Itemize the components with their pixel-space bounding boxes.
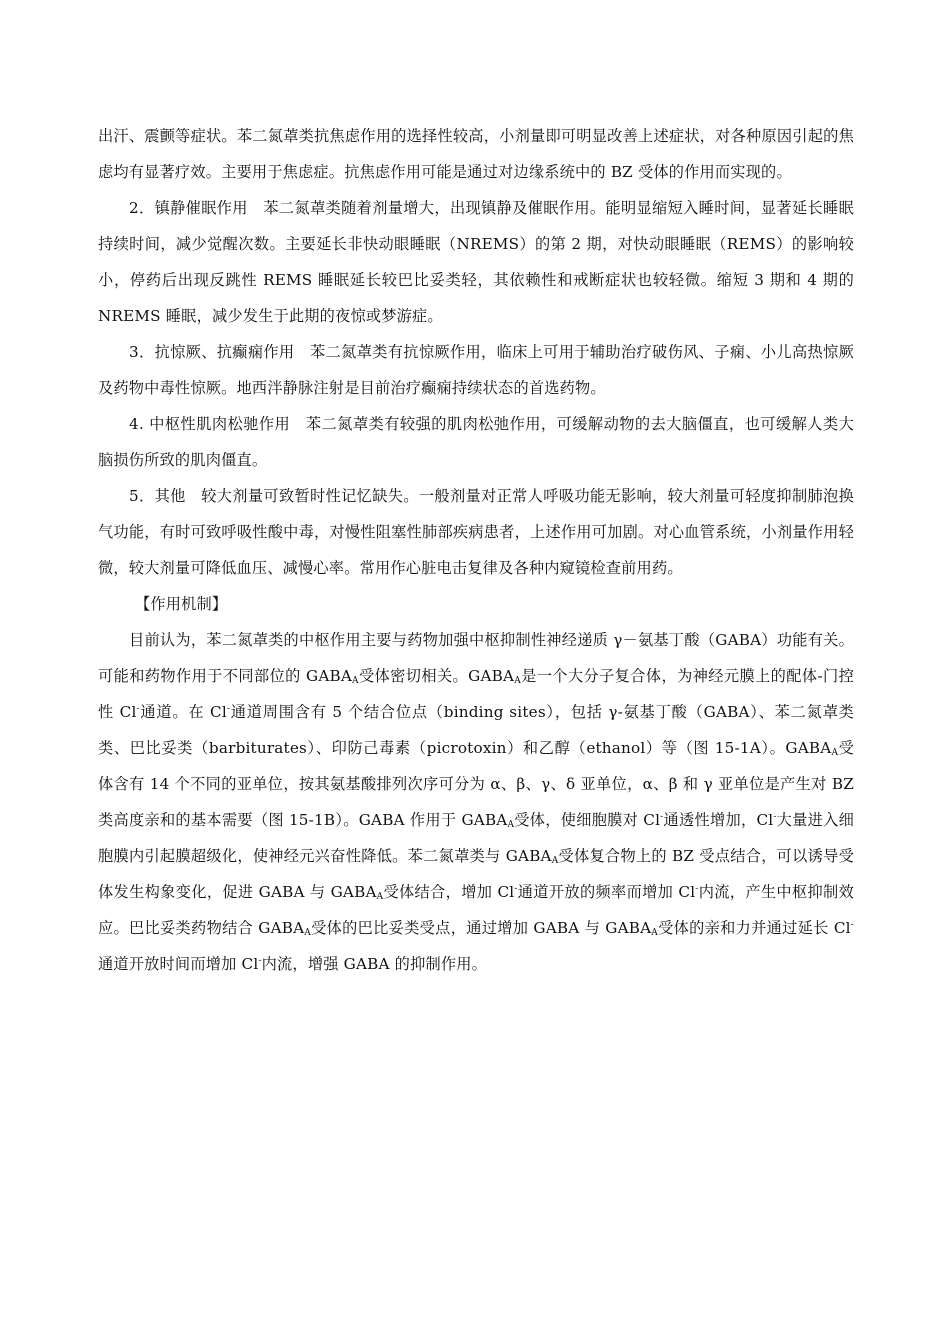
chloride-label: Cl [756, 811, 774, 829]
text: 受体密切相关。 [358, 667, 469, 685]
gaba-label: GABA [306, 667, 353, 685]
subscript-a: A [514, 676, 521, 686]
gaba-label: GABA [605, 919, 652, 937]
gaba-label: GABA [785, 739, 832, 757]
gaba-label: GABA [330, 883, 377, 901]
section-heading-mechanism: 【作用机制】 [135, 595, 228, 613]
superscript-minus: - [773, 812, 777, 822]
subscript-a: A [507, 820, 515, 830]
paragraph-muscle-relaxant: 4. 中枢性肌肉松驰作用 苯二氮䓬类有较强的肌肉松弛作用，可缓解动物的去大脑僵直，也可缓解人类大脑损伤所致的肌肉僵直。 [98, 415, 854, 469]
subscript-a: A [304, 928, 311, 938]
text: 受体复合物上的 BZ 受点结合，可以诱导受体发生构象变化，促进 GABA 与 [98, 847, 854, 901]
text: 内流，增强 GABA 的抑制作用。 [261, 955, 488, 973]
text: 大量进入细胞膜内引起膜超级化，使神经元兴奋性降低。苯二氮䓬类与 [98, 811, 855, 865]
superscript-minus: - [660, 812, 664, 822]
text: 受体含有 14 个不同的亚单位，按其氨基酸排列次序可分为 α、β、γ、δ 亚单位，α、β 和 γ 亚单位是产生对 BZ 类高度亲和的基本需要（图 15-1B）。GABA 作用于 [98, 739, 855, 829]
document-page [98, 118, 854, 982]
paragraph-anticonvulsant: 3．抗惊厥、抗癫痫作用 苯二氮䓬类有抗惊厥作用，临床上可用于辅助治疗破伤风、子痫、小儿高热惊厥及药物中毒性惊厥。地西泮静脉注射是目前治疗癫痫持续状态的首选药物。 [98, 343, 854, 397]
chloride-label: Cl [643, 811, 661, 829]
chloride-label: Cl [210, 703, 227, 721]
superscript-minus: - [226, 704, 231, 714]
gaba-label: GABA [505, 847, 552, 865]
superscript-minus: - [514, 884, 518, 894]
text: 通道。在 [139, 703, 210, 721]
text: 受体结合，增加 [383, 883, 498, 901]
subscript-a: A [551, 856, 559, 866]
paragraph-mechanism [98, 622, 854, 982]
chloride-label: Cl [119, 703, 137, 721]
chloride-label: Cl [497, 883, 515, 901]
text: 受体的亲和力并通过延长 [657, 919, 834, 937]
paragraph-anxiolytic-cont: 出汗、震颤等症状。苯二氮䓬类抗焦虑作用的选择性较高，小剂量即可明显改善上述症状，对各种原因引起的焦虑均有显著疗效。主要用于焦虑症。抗焦虑作用可能是通过对边缘系统中的 BZ 受体的作用而实现的。 [98, 127, 854, 181]
text: 内流，产生中枢抑制效应。巴比妥类药物结合 [98, 883, 854, 937]
text: 通道周围含有 5 个结合位点（binding sites），包括 γ-氨基丁酸（GABA）、苯二氮䓬类类、巴比妥类（barbiturates）、印防己毒素（picrotoxin）和乙醇（ethanol）等（图 15-1A）。 [98, 703, 854, 757]
text: 目前认为，苯二氮䓬类的中枢作用主要与药物加强中枢抑制性神经递质 γ－氨基丁酸（GABA）功能有关。可能和药物作用于不同部位的 [98, 631, 854, 685]
chloride-label: Cl [833, 919, 851, 937]
text: 通道开放时间而增加 [98, 955, 242, 973]
paragraph-sedative-hypnotic: 2．镇静催眠作用 苯二氮䓬类随着剂量增大，出现镇静及催眠作用。能明显缩短入睡时间，显著延长睡眠持续时间，减少觉醒次数。主要延长非快动眼睡眠（NREMS）的第 2 期，对快动眼睡眠（REMS）的影响较小，停药后出现反跳性 REMS 睡眠延长较巴比妥类轻，其依赖性和戒断症状也较轻微。缩短 3 期和 4 期的 NREMS 睡眠，减少发生于此期的夜惊或梦游症。 [98, 199, 854, 325]
text: 通道开放的频率而增加 [517, 883, 679, 901]
subscript-a: A [651, 928, 658, 938]
text: 受体的巴比妥类受点，通过增加 GABA 与 [310, 919, 606, 937]
superscript-minus: - [136, 704, 140, 714]
gaba-label: GABA [468, 667, 515, 685]
chloride-label: Cl [678, 883, 696, 901]
text: 通透性增加， [663, 811, 757, 829]
text: 是一个大分子复合体，为神经元膜上的配体-门控性 [98, 667, 854, 721]
superscript-minus: - [850, 920, 854, 930]
superscript-minus: - [258, 956, 262, 966]
subscript-a: A [831, 748, 839, 758]
superscript-minus: - [695, 884, 699, 894]
subscript-a: A [376, 892, 384, 902]
gaba-label: GABA [258, 919, 305, 937]
paragraph-other-effects: 5．其他 较大剂量可致暂时性记忆缺失。一般剂量对正常人呼吸功能无影响，较大剂量可轻度抑制肺泡换气功能，有时可致呼吸性酸中毒，对慢性阻塞性肺部疾病患者，上述作用可加剧。对心血管系统，小剂量作用轻微，较大剂量可降低血压、减慢心率。常用作心脏电击复律及各种内窥镜检查前用药。 [98, 487, 854, 577]
chloride-label: Cl [241, 955, 259, 973]
text: 受体，使细胞膜对 [514, 811, 644, 829]
subscript-a: A [352, 676, 359, 686]
gaba-label: GABA [461, 811, 508, 829]
